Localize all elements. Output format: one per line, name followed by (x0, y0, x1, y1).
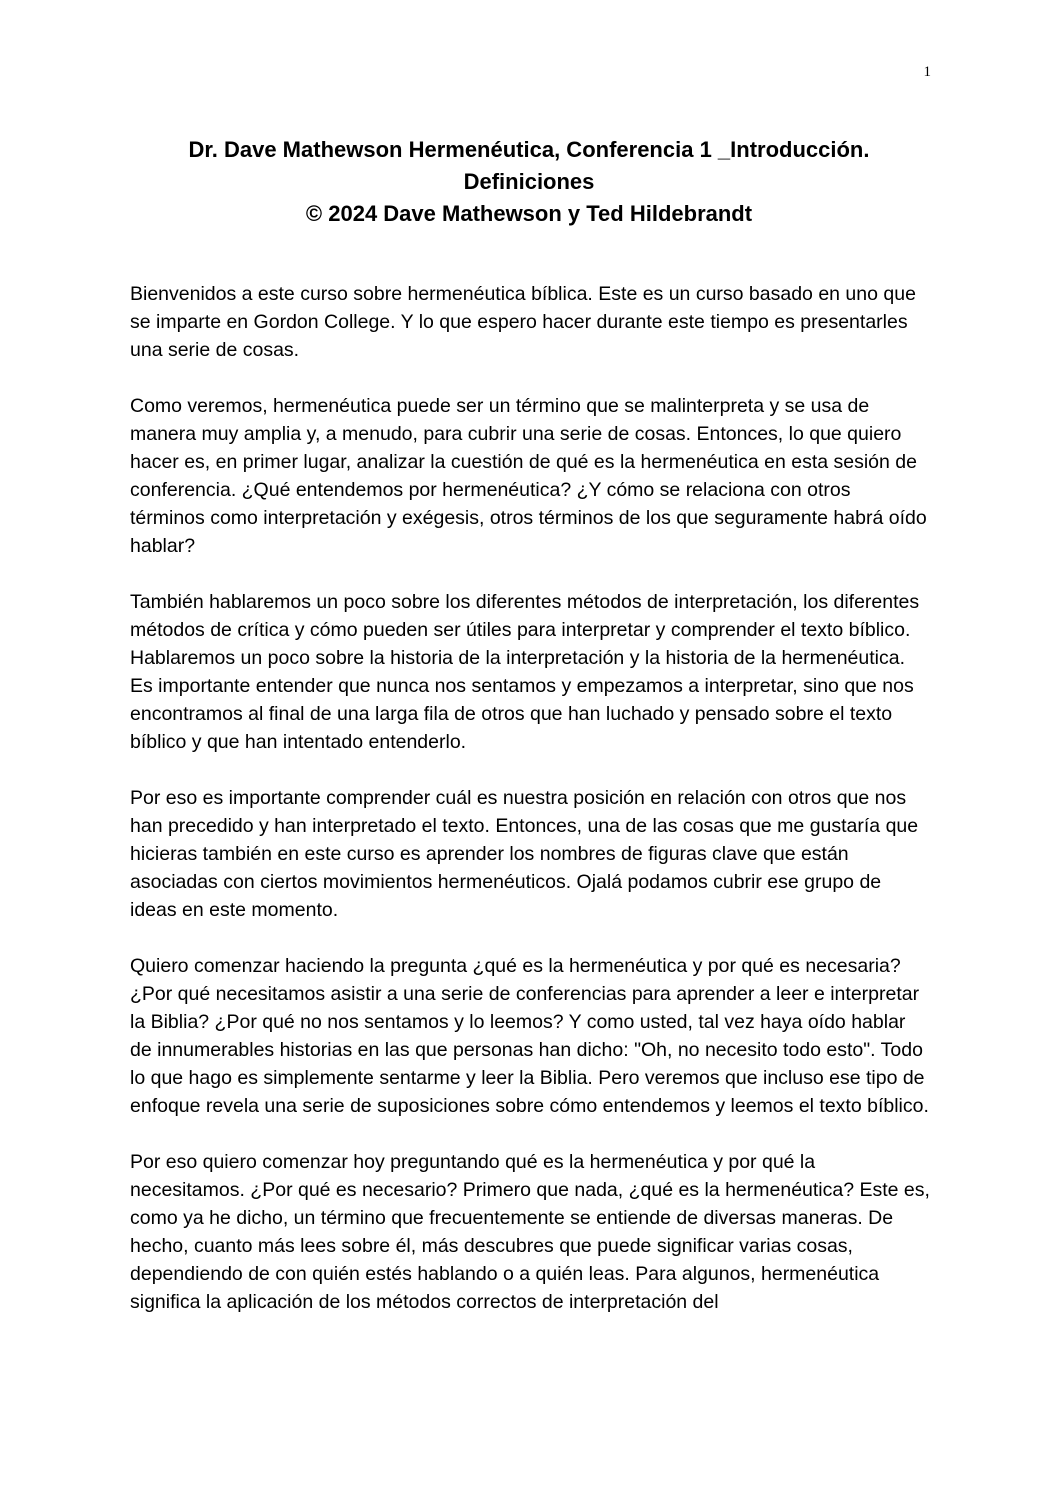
paragraph: Bienvenidos a este curso sobre hermenéutica bíblica. Este es un curso basado en uno que se imparte en Gordon College. Y lo que espero hacer durante este tiempo es presentarles una serie de cosas. (130, 283, 916, 361)
title-line-2: Definiciones (463, 169, 595, 194)
paragraph: Como veremos, hermenéutica puede ser un término que se malinterpreta y se usa de manera muy amplia y, a menudo, para cubrir una serie de cosas. Entonces, lo que quiero hacer es, en primer lugar, analizar la cuestión de qué es la hermenéutica en esta sesión de conferencia. ¿Qué entendemos por hermenéutica? ¿Y cómo se relaciona con otros términos como interpretación y exégesis, otros términos de los que seguramente habrá oído hablar? (130, 395, 927, 557)
paragraph: También hablaremos un poco sobre los diferentes métodos de interpretación, los diferentes métodos de crítica y cómo pueden ser útiles para interpretar y comprender el texto bíblico. Hablaremos un poco sobre la historia de la interpretación y la historia de la hermenéutica. Es importante entender que nunca nos sentamos y empezamos a interpretar, sino que nos encontramos al final de una larga fila de otros que han luchado y pensado sobre el texto bíblico y que han intentado entenderlo. (130, 591, 920, 753)
paragraph: Por eso es importante comprender cuál es nuestra posición en relación con otros que nos han precedido y han interpretado el texto. Entonces, una de las cosas que me gustaría que hicieras también en este curso es aprender los nombres de figuras clave que están asociadas con ciertos movimientos hermenéuticos. Ojalá podamos cubrir ese grupo de ideas en este momento. (130, 787, 919, 921)
paragraph: Por eso quiero comenzar hoy preguntando qué es la hermenéutica y por qué la necesitamos. ¿Por qué es necesario? Primero que nada, ¿qué es la hermenéutica? Este es, como ya he dicho, un término que frecuentemente se entiende de diversas maneras. De hecho, cuanto más lees sobre él, más descubres que puede significar varias cosas, dependiendo de con quién estés hablando o a quién leas. Para algunos, hermenéutica significa la aplicación de los métodos correctos de interpretación del (130, 1151, 930, 1313)
document-title (100, 134, 958, 230)
title-line-1: Dr. Dave Mathewson Hermenéutica, Conferencia 1 _Introducción. (188, 137, 870, 162)
document-body (130, 280, 930, 1344)
paragraph: Quiero comenzar haciendo la pregunta ¿qué es la hermenéutica y por qué es necesaria? ¿Por qué necesitamos asistir a una serie de conferencias para aprender a leer e interpretar la Biblia? ¿Por qué no nos sentamos y lo leemos? Y como usted, tal vez haya oído hablar de innumerables historias en las que personas han dicho: "Oh, no necesito todo esto". Todo lo que hago es simplemente sentarme y leer la Biblia. Pero veremos que incluso ese tipo de enfoque revela una serie de suposiciones sobre cómo entendemos y leemos el texto bíblico. (130, 955, 929, 1117)
copyright-line: © 2024 Dave Mathewson y Ted Hildebrandt (305, 201, 753, 226)
page-number: 1 (923, 64, 931, 80)
